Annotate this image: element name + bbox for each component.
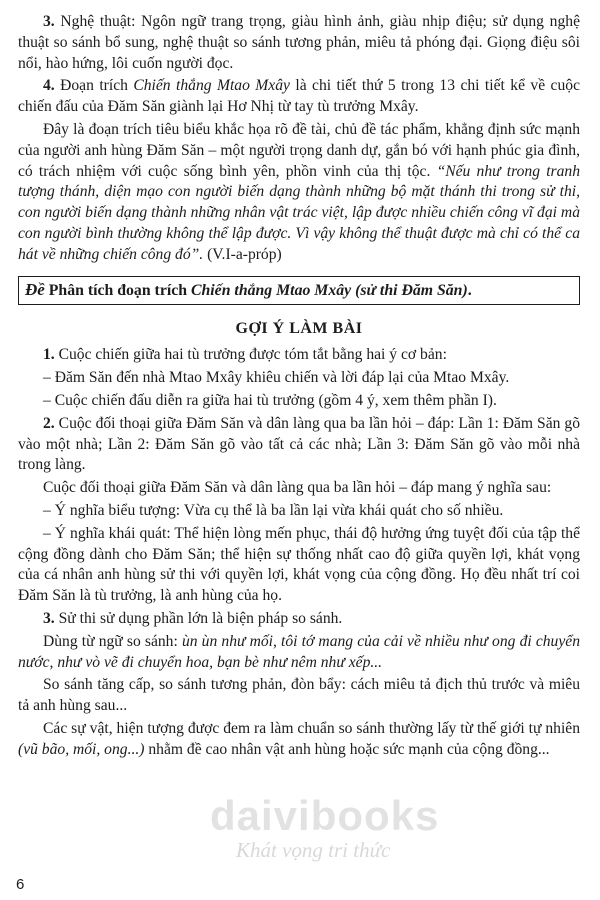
assignment-mark: Đề	[25, 279, 45, 299]
section-title: GỢI Ý LÀM BÀI	[235, 319, 363, 337]
item-number: 3.	[43, 13, 55, 30]
item-number: 1.	[43, 346, 55, 364]
work-title: Chiến thắng Mtao Mxây	[133, 77, 290, 95]
bullet-item: – Ý nghĩa khái quát: Thể hiện lòng mến phục, thái độ hưởng ứng tuyệt đối của tập thể cộng đồng dành cho Đăm Săn; thể hiện sự thống nhất cao độ giữa quyền lợi, khát vọng của cá nhân anh hùng sử thi với quyền lợi, khát vọng của cộng đồng. Họ đều nhất trí coi Đăm Săn là tù trưởng, là anh hùng của họ.	[18, 524, 580, 605]
assignment-box: Đề Phân tích đoạn trích Chiến thắng Mtao Mxây (sử thi Đăm Săn).	[18, 276, 580, 305]
paragraph-excerpt-significance: Đây là đoạn trích tiêu biểu khắc họa rõ đề tài, chủ đề tác phẩm, khẳng định sức mạnh của người anh hùng Đăm Săn – một người trọng danh dự, gắn bó với hạnh phúc gia đình, có trách nhiệm với cuộc sống bình yên, phồn vinh của thị tộc. “Nếu như trong tranh tượng thánh, diện mạo con người biến dạng thành những bộ mặt thánh thi trong sử thi, con người biến dạng thành những nhân vật trác việt, lập được nhiều chiến công vĩ đại mà con người bình thường không thể lập được. Vì vậy không thể thuật được mà chỉ có thể ca hát về những chiến công đó”. (V.I-a-próp)	[18, 120, 580, 263]
paragraph-text: So sánh tăng cấp, so sánh tương phản, đòn bẩy: cách miêu tả địch thủ trước và miêu tả anh hùng sau...	[18, 676, 580, 715]
bullet-item: – Ý nghĩa biểu tượng: Vừa cụ thể là ba lần lại vừa khái quát cho số nhiều.	[43, 501, 504, 519]
guide-point-2: 2. Cuộc đối thoại giữa Đăm Săn và dân làng qua ba lần hỏi – đáp: Lần 1: Đăm Săn gõ vào một nhà; Lần 2: Đăm Săn gõ vào tất cả các nhà; Lần 3: Đăm Săn gõ vào mỗi nhà trong làng.	[18, 414, 580, 474]
item-number: 2.	[43, 414, 55, 432]
bullet-item: – Cuộc chiến đấu diễn ra giữa hai tù trưởng (gồm 4 ý, xem thêm phần I).	[43, 391, 497, 409]
paragraph-text: Nghệ thuật: Ngôn ngữ trang trọng, giàu hình ảnh, giàu nhịp điệu; sử dụng nghệ thuật so sánh bổ sung, nghệ thuật so sánh tương phản, miêu tả phóng đại. Giọng điệu sôi nổi, hào hứng, lôi cuốn người đọc.	[18, 13, 580, 72]
paragraph-text: Các sự vật, hiện tượng được đem ra làm chuẩn so sánh thường lấy từ thế giới tự nhiên (vũ bão, mối, ong...) nhằm đề cao nhân vật anh hùng hoặc sức mạnh của cộng đồng...	[18, 719, 580, 758]
paragraph-text: Cuộc đối thoại giữa Đăm Săn và dân làng qua ba lần hỏi – đáp mang ý nghĩa sau:	[43, 479, 552, 497]
example-text: (vũ bão, mối, ong...)	[18, 740, 145, 758]
paragraph-art	[18, 12, 580, 74]
watermark-logo: daivibooks	[210, 792, 440, 839]
bullet-item: – Đăm Săn đến nhà Mtao Mxây khiêu chiến và lời đáp lại của Mtao Mxây.	[43, 369, 510, 387]
guide-point-1: 1. Cuộc chiến giữa hai tù trưởng được tóm tắt bằng hai ý cơ bản:	[43, 346, 447, 364]
example-text: ùn ùn như mối, tôi tớ mang của cải về nhiều như ong đi chuyển nước, như vò vẽ đi chuyển hoa, bạn bè như nêm như xếp...	[18, 632, 580, 671]
quotation: “Nếu như trong tranh tượng thánh, diện mạo con người biến dạng thành những bộ mặt thánh thi trong sử thi, con người biến dạng thành những nhân vật trác việt, lập được nhiều chiến công vĩ đại mà con người bình thường không thể lập được. Vì vậy không thể thuật được mà chỉ có thể ca hát về những chiến công đó”.	[18, 162, 580, 263]
item-number: 4.	[43, 77, 55, 95]
watermark-tagline: Khát vọng tri thức	[236, 838, 391, 862]
quotation-source: (V.I-a-próp)	[203, 245, 282, 263]
paragraph-text: Dùng từ ngữ so sánh: ùn ùn như mối, tôi tớ mang của cải về nhiều như ong đi chuyển nước, như vò vẽ đi chuyển hoa, bạn bè như nêm như xếp...	[18, 632, 580, 671]
guide-point-3: 3. Sử thi sử dụng phần lớn là biện pháp so sánh.	[43, 609, 343, 627]
page-content	[18, 12, 580, 763]
paragraph-excerpt-position: 4. Đoạn trích Chiến thắng Mtao Mxây là chi tiết thứ 5 trong 13 chi tiết kể về cuộc chiến đấu của Đăm Săn giành lại Hơ Nhị từ tay tù trưởng Mxây.	[18, 77, 580, 116]
assignment-title: Chiến thắng Mtao Mxây (sử thi Đăm Săn)	[190, 281, 468, 299]
page-number: 6	[16, 876, 25, 893]
item-number: 3.	[43, 609, 55, 627]
